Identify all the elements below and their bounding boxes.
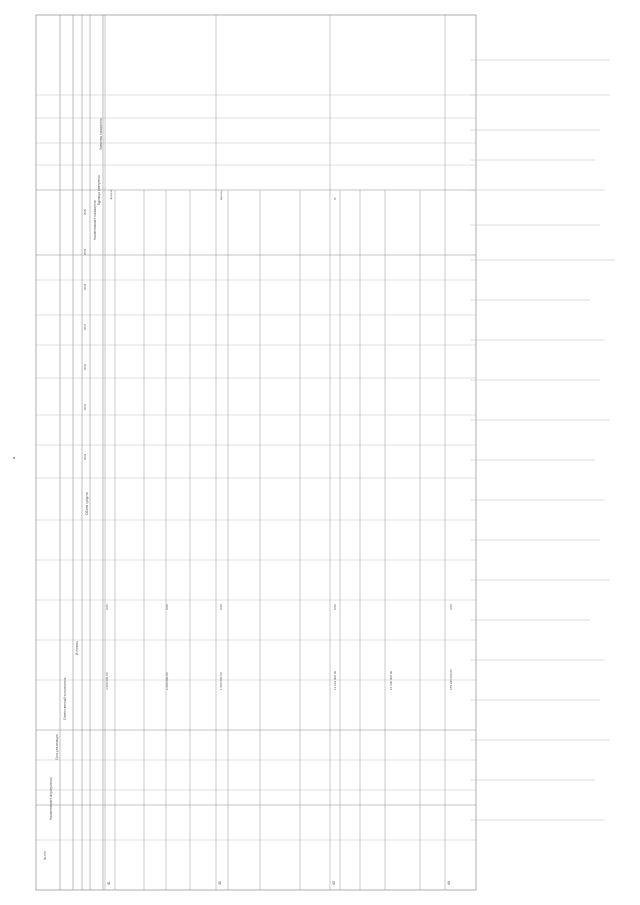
cell-value: 0,00 bbox=[219, 604, 223, 610]
year-label: 2015 bbox=[83, 403, 87, 410]
year-label: 2017 bbox=[83, 323, 87, 330]
cell-value: 14 242 000,00 bbox=[333, 670, 337, 690]
header-label: Наименование мероприятия bbox=[49, 777, 53, 820]
year-label: 2020 bbox=[83, 208, 87, 215]
cell-value: 15 600 000,00 bbox=[389, 670, 393, 690]
row-number: 42 bbox=[218, 881, 222, 885]
cell-value: 0,00 bbox=[165, 604, 169, 610]
header-label: Ответственный исполнитель bbox=[63, 677, 67, 720]
year-label: 2018 bbox=[83, 283, 87, 290]
header-label: № п/п bbox=[43, 851, 47, 860]
cell-value: 0,00 bbox=[333, 604, 337, 610]
cell-value: 2 000 000,00 bbox=[165, 672, 169, 690]
cell-value: 185 960 000,00 bbox=[449, 669, 453, 690]
header-label: Объем средств bbox=[85, 492, 89, 515]
unit-label: процент bbox=[109, 189, 113, 200]
unit-label: единиц bbox=[219, 190, 223, 200]
row-number: 44 bbox=[447, 881, 451, 885]
cell-value: 0,00 bbox=[105, 604, 109, 610]
unit-label: % bbox=[333, 197, 337, 200]
header-label: Значения показателя bbox=[99, 118, 103, 150]
year-label: 2014 bbox=[83, 453, 87, 460]
cell-value: 3 000 000,00 bbox=[105, 672, 109, 690]
row-number: 41 bbox=[107, 881, 111, 885]
header-label: Срок реализации bbox=[55, 734, 59, 760]
header-label: Источник bbox=[75, 641, 79, 655]
row-number: 43 bbox=[332, 881, 336, 885]
header-label: Наименование показателя bbox=[93, 200, 97, 240]
year-label: 2019 bbox=[83, 248, 87, 255]
scan-mark bbox=[13, 457, 15, 459]
cell-value: 1 000 000,00 bbox=[219, 672, 223, 690]
header-label: Единица измерения bbox=[97, 175, 101, 205]
year-label: 2016 bbox=[83, 363, 87, 370]
cell-value: 0,00 bbox=[449, 604, 453, 610]
